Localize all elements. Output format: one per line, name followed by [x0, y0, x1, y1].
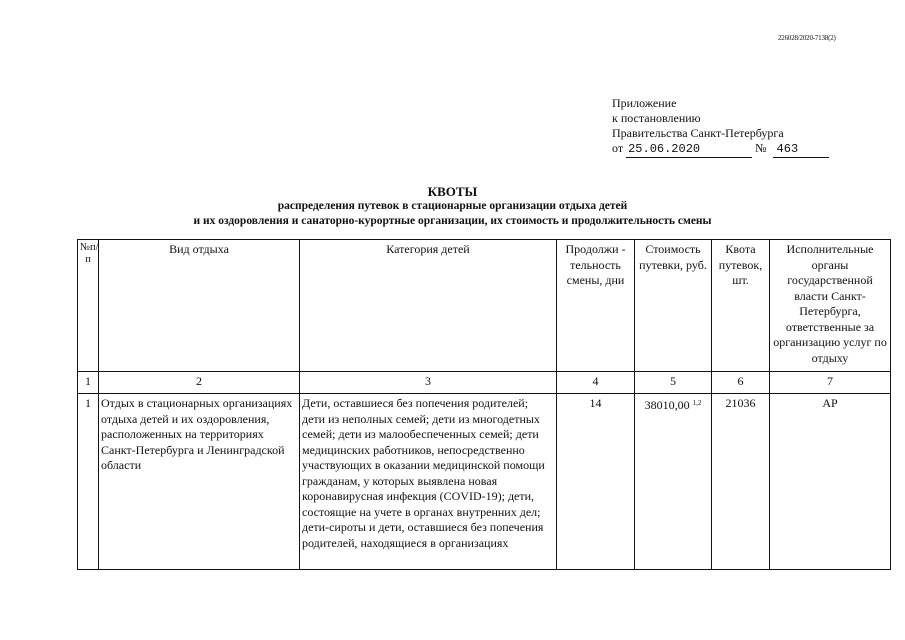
document-subtitle-2: и их оздоровления и санаторно-курортные организации, их стоимость и продолжительность смены: [193, 215, 712, 227]
column-number: 6: [712, 372, 770, 394]
quota-table: [77, 239, 891, 570]
column-number: 5: [635, 372, 712, 394]
table-header-row: [78, 240, 891, 372]
row-duration: 14: [557, 394, 635, 570]
decree-number: 463: [773, 142, 829, 158]
row-num: 1: [78, 394, 99, 570]
column-number-row: [78, 372, 891, 394]
number-label: №: [755, 141, 767, 155]
header-num: №п/п: [78, 240, 99, 372]
column-number: 1: [78, 372, 99, 394]
row-quota: 21036: [712, 394, 770, 570]
table-row: [78, 394, 891, 570]
column-number: 2: [99, 372, 300, 394]
header-quota: Квота путевок, шт.: [712, 240, 770, 372]
row-cost: [635, 394, 712, 570]
row-executor: АР: [770, 394, 891, 570]
document-title: КВОТЫ: [427, 184, 478, 199]
appendix-line-3: Правительства Санкт-Петербурга: [612, 126, 784, 140]
appendix-block: [612, 96, 829, 158]
row-children-category: Дети, оставшиеся без попечения родителей; дети из неполных семей; дети из многодетных семей; дети из малообеспеченных семей; дети медицинских работников, непосредственно участвующих в оказании медицинской помощи гражданам, у которых выявлена новая коронавирусная инфекция (COVID-19); дети, состоящие на учете в органах внутренних дел; дети-сироты и дети, оставшиеся без попечения родителей, находящиеся в организациях: [300, 394, 557, 570]
header-executor: Исполнительные органы государственной власти Санкт-Петербурга, ответственные за организацию услуг по отдыху: [770, 240, 891, 372]
document-subtitle-1: распределения путевок в стационарные организации отдыха детей: [277, 200, 628, 212]
column-number: 4: [557, 372, 635, 394]
appendix-date-line: [612, 141, 829, 158]
header-children-category: Категория детей: [300, 240, 557, 372]
column-number: 7: [770, 372, 891, 394]
cost-value: 38010,00: [644, 398, 690, 412]
column-number: 3: [300, 372, 557, 394]
header-cost: Стоимость путевки, руб.: [635, 240, 712, 372]
document-code: 226028/2020-7138(2): [778, 34, 836, 42]
from-label: от: [612, 141, 624, 155]
appendix-line-2: к постановлению: [612, 111, 701, 125]
cost-footnote: 1,2: [692, 399, 702, 407]
header-rest-type: Вид отдыха: [99, 240, 300, 372]
row-rest-type: Отдых в стационарных организациях отдыха детей и их оздоровления, расположенных на территориях Санкт-Петербурга и Ленинградской области: [99, 394, 300, 570]
appendix-line-1: Приложение: [612, 96, 677, 110]
header-duration: Продолжи - тельность смены, дни: [557, 240, 635, 372]
decree-date: 25.06.2020: [626, 142, 752, 158]
